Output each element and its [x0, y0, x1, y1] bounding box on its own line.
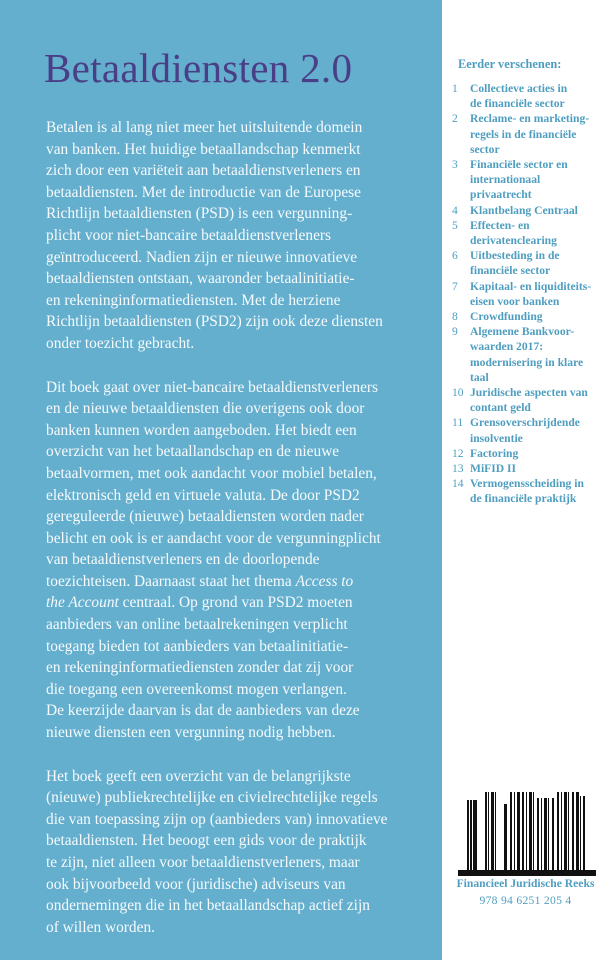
blurb-line: De keerzijde daarvan is dat de aanbieders van deze	[46, 702, 360, 720]
series-item-line: taal	[470, 370, 489, 384]
barcode-bar	[576, 792, 579, 870]
barcode-bar	[470, 800, 472, 870]
barcode-bar	[561, 792, 562, 870]
series-item-number: 13	[452, 462, 464, 476]
series-item-line: derivatenclearing	[470, 234, 557, 248]
series-item-number: 10	[452, 386, 464, 400]
series-item-line: de financiële praktijk	[470, 492, 577, 506]
barcode-bar	[467, 800, 469, 870]
blurb-line: toezichteisen. Daarnaast staat het thema Access to	[46, 572, 354, 590]
blurb-line: belicht en ook is er aandacht voor de vergunningplicht	[46, 529, 381, 547]
blurb-line: nieuwe diensten een vergunning nodig hebben.	[46, 724, 336, 742]
series-item-line: waarden 2017:	[470, 340, 544, 354]
blurb	[46, 117, 426, 960]
blurb-line: betaalvormen, met ook aandacht voor mobiel betalen,	[46, 464, 377, 482]
series-item	[452, 446, 607, 461]
series-item-line: Effecten- en	[470, 218, 530, 232]
series-item-line: Financiële sector en	[470, 158, 568, 172]
series-item-line: internationaal	[470, 173, 541, 187]
barcode-bar	[583, 796, 585, 870]
barcode-base	[458, 870, 596, 876]
series-item-number: 1	[452, 82, 458, 95]
blurb-line: Dit boek gaat over niet-bancaire betaaldienstverleners	[46, 378, 379, 396]
series-item-title	[470, 324, 607, 385]
series-item-line: Klantbelang Centraal	[470, 203, 578, 217]
blurb-line: overzicht van het betaallandschap en de nieuwe	[46, 443, 340, 461]
blurb-line: die van toepassing zijn op (aanbieders van) innovatieve	[46, 810, 388, 828]
barcode-bar	[510, 792, 512, 870]
blurb-line: ondernemingen die in het betaallandschap actief zijn	[46, 897, 370, 915]
barcode-bar	[537, 798, 539, 870]
series-item-line: privaatrecht	[470, 188, 532, 202]
series-item	[452, 81, 607, 111]
series-item	[452, 218, 607, 248]
series-item-line: Juridische aspecten van	[470, 386, 588, 400]
series-item-number: 3	[452, 158, 458, 172]
series-item-line: regels in de financiële	[470, 127, 577, 141]
series-item-line: Kapitaal- en liquiditeits-	[470, 279, 592, 293]
barcode-bar	[541, 798, 542, 870]
series-item-line: Collectieve acties in	[470, 82, 568, 95]
series-item-title	[470, 415, 607, 445]
series-item-line: Reclame- en marketing-	[470, 112, 590, 126]
barcode-bar	[495, 792, 496, 870]
series-item	[452, 111, 607, 157]
blurb-line: ook bijvoorbeeld voor (juridische) adviseurs van	[46, 875, 346, 893]
barcode-bar	[568, 792, 569, 870]
blurb-line: aanbieders van online betaalrekeningen verplicht	[46, 616, 348, 634]
blurb-line: Het boek geeft een overzicht van de belangrijkste	[46, 767, 351, 785]
series-item-line: Algemene Bankvoor-	[470, 325, 575, 339]
series-item-line: eisen voor banken	[470, 294, 560, 308]
series-item	[452, 461, 607, 476]
blurb-line: zich door een variëteit aan betaaldienstverleners en	[46, 162, 361, 180]
barcode-bar	[529, 792, 532, 870]
blurb-paragraph-3	[46, 766, 426, 939]
blurb-line: the Account centraal. Op grond van PSD2 moeten	[46, 594, 353, 612]
blurb-line: (nieuwe) publiekrechtelijke en civielrechtelijke regels	[46, 789, 378, 807]
barcode-bar	[522, 792, 524, 870]
barcode-bar	[557, 792, 559, 870]
series-item-number: 4	[452, 203, 458, 217]
blurb-line: gereguleerde (nieuwe) betaaldiensten worden nader	[46, 508, 364, 526]
barcode-bar	[533, 792, 534, 870]
barcode-bar	[517, 792, 520, 870]
isbn-number: 978 94 6251 205 4	[479, 894, 572, 907]
blurb-line: te zijn, niet alleen voor betaaldienstverleners, maar	[46, 854, 360, 871]
series-item-number: 2	[452, 112, 458, 126]
series-heading: Eerder verschenen:	[458, 57, 562, 71]
blurb-line: banken kunnen worden aangeboden. Het biedt een	[46, 421, 357, 439]
italic-term: the Account	[46, 594, 119, 612]
barcode-bar	[548, 798, 549, 870]
isbn-barcode-icon	[458, 792, 596, 876]
series-sidebar	[442, 0, 609, 960]
series-item-line: contant geld	[470, 401, 531, 415]
series-item	[452, 415, 607, 445]
series-item-title	[470, 446, 607, 461]
series-item-number: 8	[452, 310, 458, 324]
blurb-line: van betaaldienstverleners en de doorlopende	[46, 551, 320, 569]
blurb-paragraph-1	[46, 117, 426, 355]
series-list	[452, 81, 607, 507]
series-item-title	[470, 157, 607, 203]
series-item-line: financiële sector	[470, 264, 551, 278]
series-item-title	[470, 248, 607, 278]
barcode-bar	[514, 792, 515, 870]
series-item-number: 14	[452, 477, 464, 491]
series-item-title	[470, 279, 607, 309]
series-item	[452, 309, 607, 324]
series-item-line: Vermogensscheiding in	[470, 477, 584, 491]
series-item-title	[470, 111, 607, 157]
series-item	[452, 385, 607, 415]
series-item-title	[470, 81, 607, 111]
blurb-line: en rekeninginformatiediensten. Met de herziene	[46, 291, 341, 309]
series-item-title	[470, 218, 607, 248]
series-item	[452, 203, 607, 218]
barcode-bar	[504, 804, 507, 870]
series-item-line: MiFID II	[470, 462, 517, 476]
blurb-line: Betalen is al lang niet meer het uitsluitende domein	[46, 119, 363, 136]
series-item-title	[470, 203, 607, 218]
series-item-line: Uitbesteding in de	[470, 249, 560, 263]
blurb-line: toegang bieden tot aanbieders van betaalinitiatie-	[46, 637, 349, 655]
series-item-line: insolventie	[470, 431, 523, 445]
blurb-line: Richtlijn betaaldiensten (PSD) is een vergunning-	[46, 205, 353, 223]
series-item-line: de financiële sector	[470, 97, 565, 111]
series-item-line: modernisering in klare	[470, 355, 584, 369]
barcode-bar	[564, 792, 567, 870]
series-item-line: Grensoverschrijdende	[470, 416, 580, 430]
series-item-number: 12	[452, 446, 464, 460]
barcode-bar	[544, 798, 547, 870]
barcode-bar	[552, 798, 554, 870]
blurb-line: geïntroduceerd. Nadien zijn er nieuwe innovatieve	[46, 248, 358, 266]
barcode-bar	[580, 796, 581, 870]
blurb-line: die toegang een overeenkomst mogen verlangen.	[46, 680, 347, 698]
blurb-line: betaaldiensten. Het beoogt een gids voor de praktijk	[46, 832, 367, 850]
barcode-bar	[488, 792, 489, 870]
blurb-line: en de nieuwe betaaldiensten die overigens ook door	[46, 400, 365, 418]
barcode-bar	[572, 792, 574, 870]
blurb-line: onder toezicht gebracht.	[46, 334, 195, 352]
italic-term: Access to	[295, 572, 354, 590]
series-item	[452, 476, 607, 506]
series-item-line: sector	[470, 142, 500, 156]
blurb-line: betaaldiensten ontstaan, waaronder betaalinitiatie-	[46, 270, 355, 288]
series-item-title	[470, 309, 607, 324]
blurb-paragraph-2	[46, 377, 426, 744]
blurb-line: of willen worden.	[46, 918, 155, 936]
series-item	[452, 324, 607, 385]
series-item-number: 5	[452, 218, 458, 232]
barcode-bar	[491, 792, 494, 870]
series-item-line: Factoring	[470, 446, 519, 460]
series-item-number: 9	[452, 325, 458, 339]
series-item-title	[470, 476, 607, 506]
blurb-line: van banken. Het huidige betaallandschap kenmerkt	[46, 140, 361, 158]
series-item-number: 6	[452, 249, 458, 263]
blurb-line: plicht voor niet-bancaire betaaldienstverleners	[46, 226, 332, 244]
series-item	[452, 157, 607, 203]
series-item-line: Crowdfunding	[470, 310, 543, 324]
blurb-line: elektronisch geld en virtuele valuta. De door PSD2	[46, 486, 360, 504]
series-item	[452, 248, 607, 278]
series-item-title	[470, 385, 607, 415]
barcode-bar	[485, 792, 487, 870]
blurb-line: en rekeninginformatiediensten zonder dat zij voor	[46, 659, 354, 677]
series-name: Financieel Juridische Reeks	[456, 877, 595, 890]
series-item-title	[470, 461, 607, 476]
series-item	[452, 279, 607, 309]
series-item-number: 11	[452, 416, 464, 430]
blurb-line: Richtlijn betaaldiensten (PSD2) zijn ook deze diensten	[46, 313, 383, 331]
series-item-number: 7	[452, 279, 458, 293]
barcode-bar	[526, 792, 527, 870]
book-title: Betaaldiensten 2.0	[44, 45, 353, 91]
barcode-bar	[476, 800, 477, 870]
blurb-line: betaaldiensten. Met de introductie van de Europese	[46, 183, 361, 201]
